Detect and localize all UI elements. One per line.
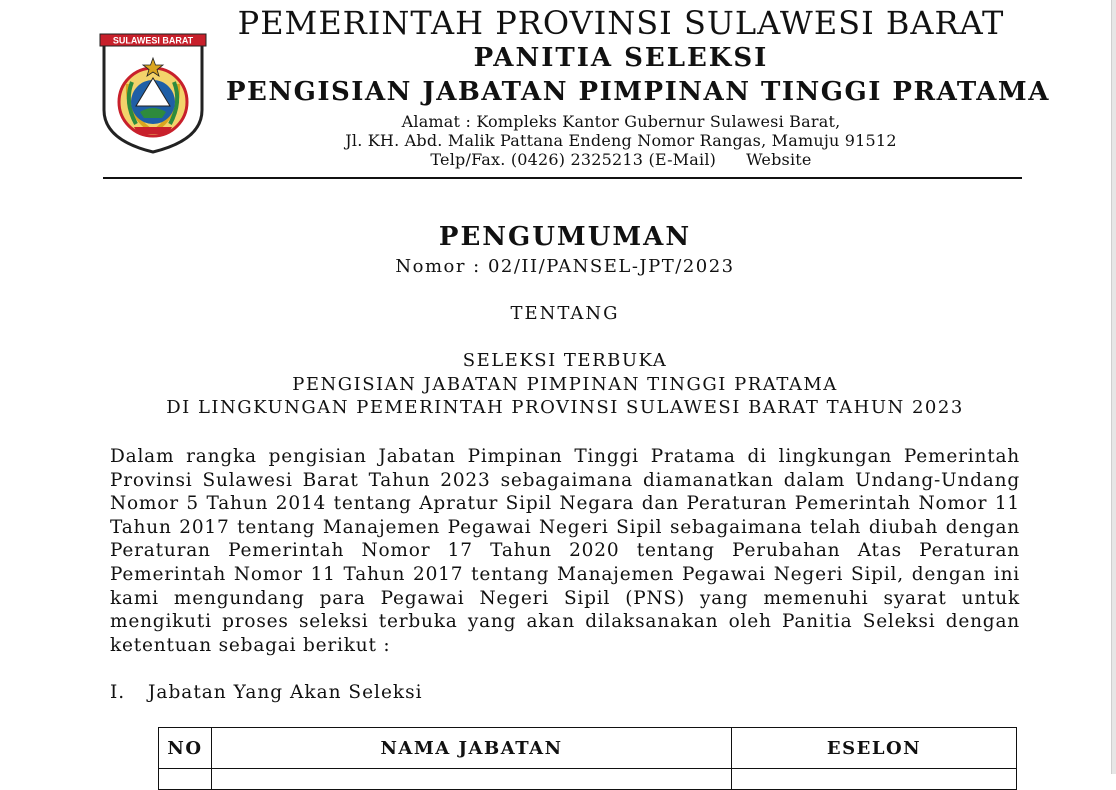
table-cell	[732, 769, 1017, 790]
provincial-emblem-icon	[98, 32, 208, 154]
table-header-position-name: NAMA JABATAN	[212, 728, 732, 769]
header-committee-name: PANITIA SELEKSI	[473, 43, 769, 73]
header-contact-phone: Telp/Fax. (0426) 2325213 (E-Mail)	[430, 150, 717, 169]
section-heading	[110, 682, 423, 703]
announcement-subject-line3: DI LINGKUNGAN PEMERINTAH PROVINSI SULAWESI BARAT TAHUN 2023	[166, 397, 964, 418]
header-address-line1: Alamat : Kompleks Kantor Gubernur Sulawesi Barat,	[401, 112, 841, 131]
header-divider	[103, 177, 1022, 179]
header-contact-line	[226, 150, 1016, 169]
table-header-row	[159, 728, 1017, 769]
window-scroll-edge[interactable]	[1111, 0, 1116, 774]
table-cell	[159, 769, 212, 790]
section-title: Jabatan Yang Akan Seleksi	[148, 682, 423, 703]
table-header-no: NO	[159, 728, 212, 769]
logo-banner-text: SULAWESI BARAT	[112, 35, 194, 46]
announcement-about: TENTANG	[510, 303, 620, 324]
table-row	[159, 769, 1017, 790]
header-committee-purpose: PENGISIAN JABATAN PIMPINAN TINGGI PRATAMA	[226, 77, 1050, 107]
header-government-name: PEMERINTAH PROVINSI SULAWESI BARAT	[237, 4, 1005, 42]
announcement-subject-line2: PENGISIAN JABATAN PIMPINAN TINGGI PRATAMA	[292, 374, 838, 395]
announcement-title: PENGUMUMAN	[438, 222, 692, 252]
announcement-subject-line1: SELEKSI TERBUKA	[462, 350, 668, 371]
position-table	[158, 727, 1017, 790]
table-cell	[212, 769, 732, 790]
section-number: I.	[110, 682, 126, 703]
announcement-paragraph: Dalam rangka pengisian Jabatan Pimpinan Tinggi Pratama di lingkungan Pemerintah Provinsi Sulawesi Barat Tahun 2023 sebagaimana diamanatkan dalam Undang-Undang Nomor 5 Tahun 2014 tentang Apratur Sipil Negara dan Peraturan Pemerintah Nomor 11 Tahun 2017 tentang Manajemen Pegawai Negeri Sipil sebagaimana telah diubah dengan Peraturan Pemerintah Nomor 17 Tahun 2020 tentang Perubahan Atas Peraturan Pemerintah Nomor 11 Tahun 2017 tentang Manajemen Pegawai Negeri Sipil, dengan ini kami mengundang para Pegawai Negeri Sipil (PNS) yang memenuhi syarat untuk mengikuti proses seleksi terbuka yang akan dilaksanakan oleh Panitia Seleksi dengan ketentuan sebagai berikut :	[110, 446, 1020, 656]
announcement-number: Nomor : 02/II/PANSEL-JPT/2023	[395, 256, 735, 277]
header-address-line2: Jl. KH. Abd. Malik Pattana Endeng Nomor Rangas, Mamuju 91512	[345, 131, 897, 150]
header-website-link[interactable]: Website	[746, 150, 812, 169]
table-header-echelon: ESELON	[732, 728, 1017, 769]
